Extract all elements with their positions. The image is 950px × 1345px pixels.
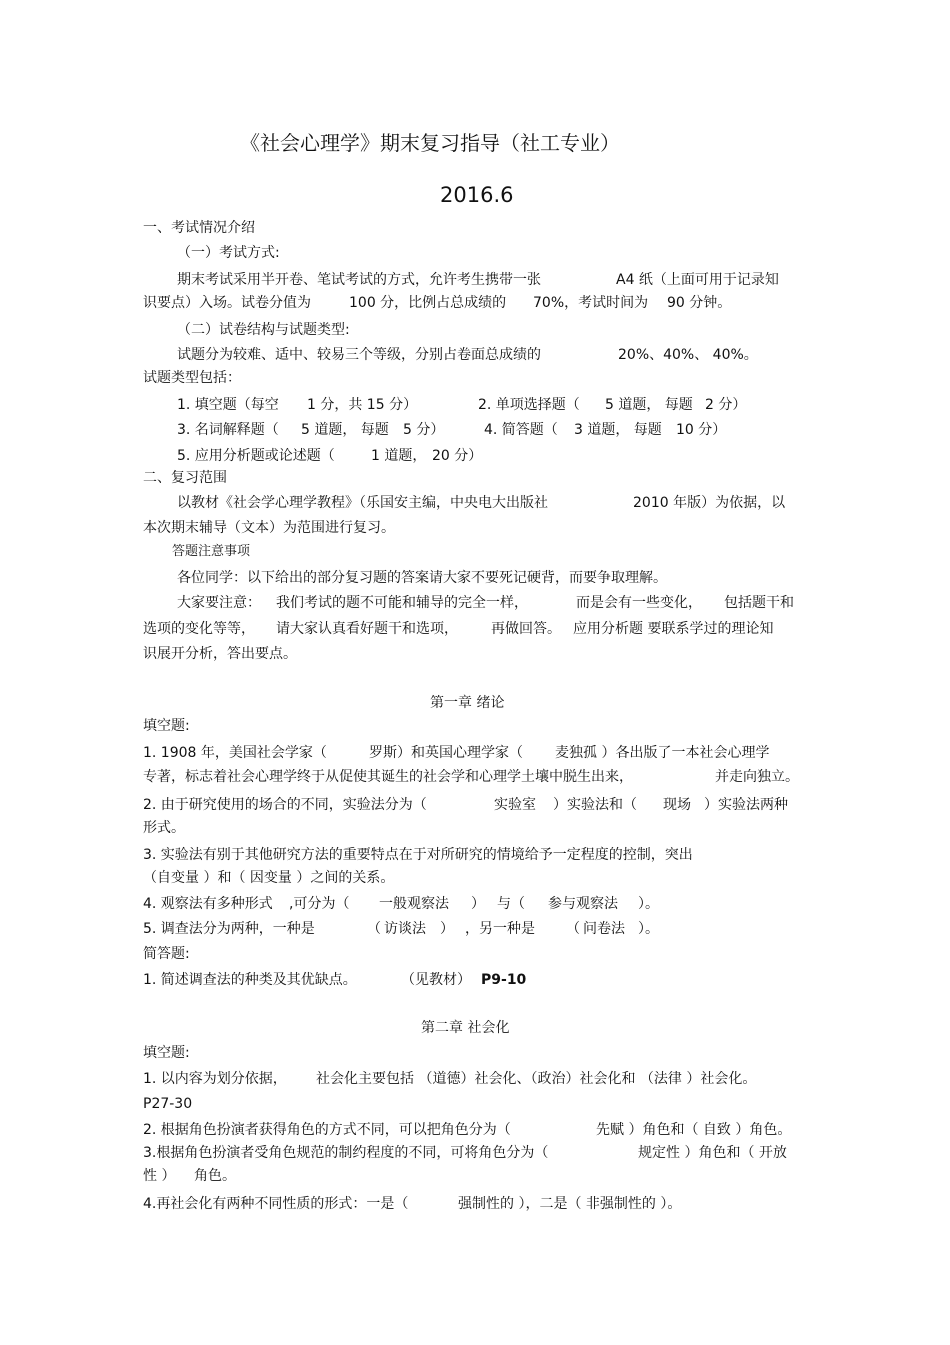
- paragraph-text: 再做回答。: [491, 621, 561, 637]
- question-type-item: 3. 名词解释题（: [177, 422, 279, 438]
- notes-heading: 答题注意事项: [172, 544, 251, 559]
- question-type-item: 2 分）: [705, 397, 747, 413]
- paragraph-text: 以教材《社会学心理学教程》（乐国安主编，中央电大出版社: [177, 495, 548, 511]
- question-text: 参与观察法: [548, 896, 618, 912]
- subheading-exam-structure: （二）试卷结构与试题类型:: [177, 322, 350, 338]
- question-text: 1. 简述调查法的种类及其优缺点。: [143, 972, 357, 988]
- fill-in-label: 填空题:: [143, 1045, 190, 1061]
- question-text: ）。: [638, 896, 659, 912]
- question-text: 2. 根据角色扮演者获得角色的方式不同，可以把角色分为（: [143, 1122, 511, 1138]
- question-type-item: 5 道题， 每题: [605, 397, 693, 413]
- question-text: 角色。: [194, 1168, 236, 1184]
- question-text: ,可分为（: [289, 896, 350, 912]
- paragraph-text: 包括题干和: [724, 595, 794, 611]
- chapter-heading: 第二章 社会化: [421, 1020, 510, 1036]
- question-text: 现场: [663, 797, 691, 813]
- paragraph-text: 选项的变化等等，: [143, 621, 255, 637]
- question-text: 性 ）: [143, 1168, 176, 1184]
- question-text: 一般观察法: [379, 896, 449, 912]
- question-text: （: [566, 921, 580, 937]
- document-title: 《社会心理学》期末复习指导（社工专业）: [240, 131, 620, 155]
- paragraph-text: 大家要注意：: [177, 595, 261, 611]
- question-text: 4.再社会化有两种不同性质的形式：一是（: [143, 1196, 409, 1212]
- question-text: 规定性 ）角色和（ 开放: [638, 1145, 787, 1161]
- question-text: ）实验法两种: [704, 797, 788, 813]
- short-answer-label: 简答题:: [143, 946, 190, 962]
- question-text: 1. 以内容为划分依据，: [143, 1071, 287, 1087]
- question-text: 专著，标志着社会心理学终于从促使其诞生的社会学和心理学土壤中脱生出来，: [143, 769, 633, 785]
- question-text: 问卷法: [583, 921, 625, 937]
- paragraph-text: 我们考试的题不可能和辅导的完全一样，: [276, 595, 528, 611]
- question-text: 强制性的 ），二是（ 非强制性的 ）。: [458, 1196, 682, 1212]
- question-text: 麦独孤 ）各出版了一本社会心理学: [555, 745, 770, 761]
- paragraph-text: 本次期末辅导（文本）为范围进行复习。: [143, 520, 395, 536]
- question-type-item: 1 道题，: [371, 448, 427, 464]
- question-type-item: 2. 单项选择题（: [478, 397, 580, 413]
- question-text: 社会化主要包括 （道德）社会化、（政治）社会化和 （法律 ）社会化。: [316, 1071, 757, 1087]
- question-type-item: 3 道题， 每题: [574, 422, 662, 438]
- document-date: 2016.6: [440, 183, 514, 207]
- question-types-label: 试题类型包括：: [143, 370, 241, 386]
- question-type-item: 5 分）: [403, 422, 445, 438]
- question-type-item: 20 分）: [432, 448, 483, 464]
- question-text: ）实验法和（: [553, 797, 637, 813]
- question-type-item: 1 分，共 15 分）: [307, 397, 418, 413]
- question-text: ）: [471, 896, 485, 912]
- question-text: ）: [440, 921, 454, 937]
- question-text: 先赋 ）角色和（ 自致 ）角色。: [596, 1122, 792, 1138]
- question-text: 3.根据角色扮演者受角色规范的制约程度的不同，可将角色分为（: [143, 1145, 549, 1161]
- question-text: ）。: [638, 921, 659, 937]
- paragraph-text: 试题分为较难、适中、较易三个等级，分别占卷面总成绩的: [177, 347, 541, 363]
- question-text: 与（: [497, 896, 525, 912]
- question-type-item: 5. 应用分析题或论述题（: [177, 448, 335, 464]
- question-text: 5. 调查法分为两种，一种是: [143, 921, 315, 937]
- paragraph-text: 各位同学：以下给出的部分复习题的答案请大家不要死记硬背，而要争取理解。: [177, 570, 667, 586]
- paragraph-text: 90 分钟。: [667, 295, 732, 311]
- paragraph-text: 应用分析题 要联系学过的理论知: [573, 621, 774, 637]
- question-text: （见教材）: [401, 972, 471, 988]
- page-reference: P27-30: [143, 1096, 193, 1112]
- question-text: 并走向独立。: [715, 769, 799, 785]
- paragraph-text: 2010 年版）为依据，以: [633, 495, 786, 511]
- paragraph-text: 识展开分析，答出要点。: [143, 646, 297, 662]
- page-reference: P9-10: [481, 972, 527, 988]
- question-type-item: 4. 简答题（: [484, 422, 558, 438]
- question-text: 4. 观察法有多种形式: [143, 896, 273, 912]
- section-heading-review-scope: 二、复习范围: [143, 470, 227, 486]
- paragraph-text: 请大家认真看好题干和选项，: [276, 621, 458, 637]
- paragraph-text: A4 纸（上面可用于记录知: [616, 272, 779, 288]
- paragraph-text: 100 分，比例占总成绩的: [349, 295, 507, 311]
- paragraph-text: 而是会有一些变化，: [576, 595, 702, 611]
- question-text: 访谈法: [384, 921, 426, 937]
- question-type-item: 1. 填空题（每空: [177, 397, 279, 413]
- paragraph-text: 识要点）入场。试卷分值为: [143, 295, 311, 311]
- paragraph-text: 70%，考试时间为: [533, 295, 649, 311]
- question-text: 形式。: [143, 820, 185, 836]
- question-text: ，另一种是: [465, 921, 535, 937]
- question-text: 实验室: [494, 797, 536, 813]
- paragraph-text: 期末考试采用半开卷、笔试考试的方式，允许考生携带一张: [177, 272, 541, 288]
- fill-in-label: 填空题:: [143, 718, 190, 734]
- question-type-item: 5 道题， 每题: [301, 422, 389, 438]
- question-type-item: 10 分）: [676, 422, 727, 438]
- question-text: 2. 由于研究使用的场合的不同，实验法分为（: [143, 797, 427, 813]
- question-text: 罗斯）和英国心理学家（: [369, 745, 523, 761]
- paragraph-text: 20%、40%、 40%。: [618, 347, 758, 363]
- section-heading-exam-info: 一、考试情况介绍: [143, 220, 255, 236]
- question-text: 1. 1908 年，美国社会学家（: [143, 745, 327, 761]
- chapter-heading: 第一章 绪论: [430, 695, 505, 711]
- question-text: 3. 实验法有别于其他研究方法的重要特点在于对所研究的情境给予一定程度的控制，突出: [143, 847, 693, 863]
- question-text: （: [367, 921, 381, 937]
- question-text: （自变量 ）和（ 因变量 ）之间的关系。: [143, 870, 395, 886]
- subheading-exam-format: （一）考试方式:: [177, 245, 280, 261]
